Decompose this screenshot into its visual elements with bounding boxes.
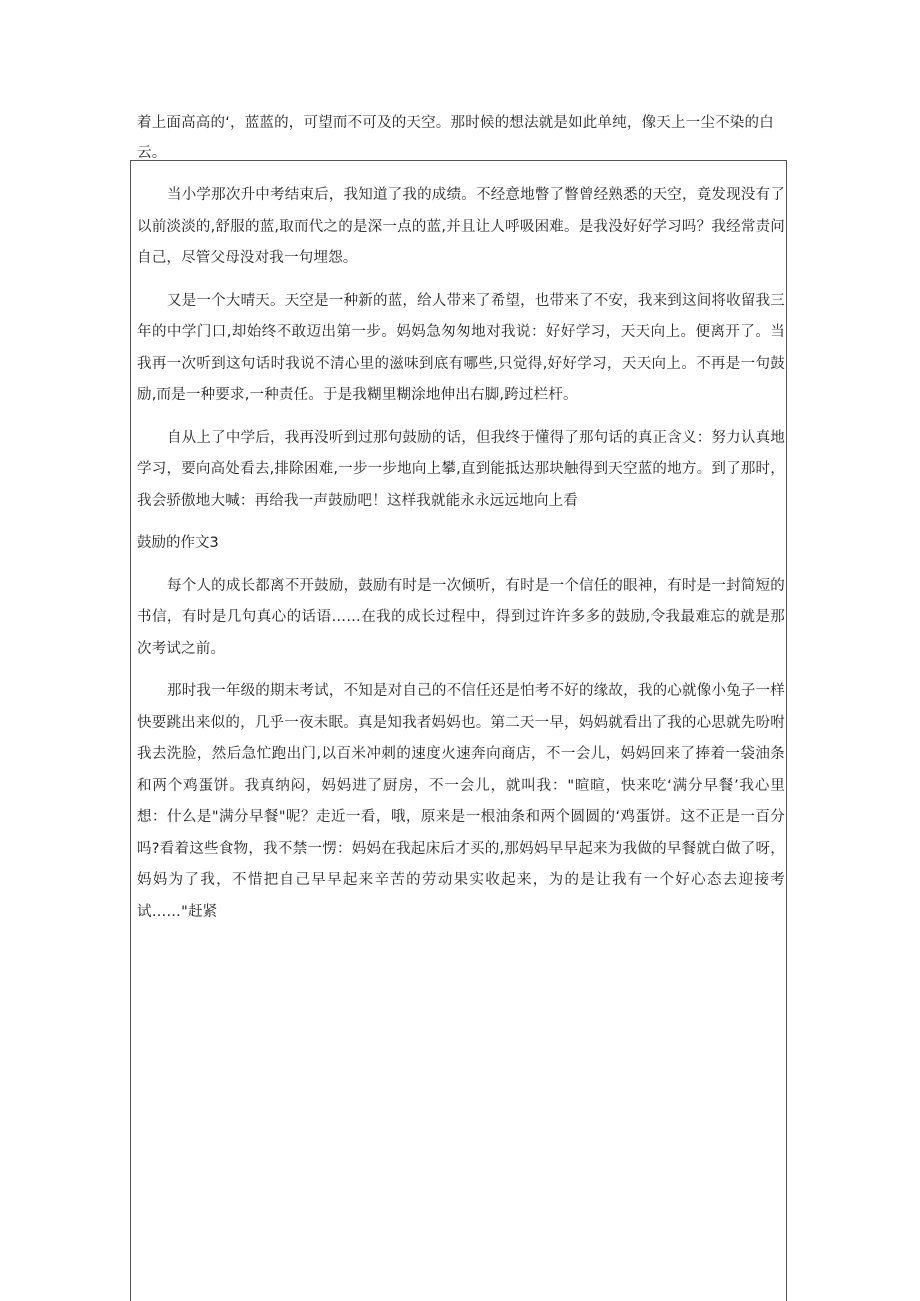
paragraph-3: 自从上了中学后，我再没听到过那句鼓励的话，但我终于懂得了那句话的真正含义：努力认真地学习，要向高处看去,排除困难,一步一步地向上攀,直到能抵达那块触得到天空蓝的地方。到了那时，我会骄傲地大喊：再给我一声鼓励吧！这样我就能永永远远地向上看 — [137, 429, 785, 509]
paragraph-2: 又是一个大晴天。天空是一种新的蓝，给人带来了希望，也带来了不安，我来到这间将收留我三年的中学门口,却始终不敢迈出第一步。妈妈急匆匆地对我说：好好学习，天天向上。便离开了。当我再一次听到这句话时我说不清心里的滋味到底有哪些,只觉得,好好学习，天天向上。不再是一句鼓励,而是一种要求,一种责任。于是我糊里糊涂地伸出右脚,跨过栏杆。 — [137, 292, 785, 403]
section-paragraph-1: 每个人的成长都离不开鼓励，鼓励有时是一次倾听，有时是一个信任的眼神，有时是一封简短的书信，有时是几句真心的话语……在我的成长过程中，得到过许许多多的鼓励,令我最难忘的就是那次考试之前。 — [137, 577, 785, 657]
intro-paragraph: 着上面高高的‘，蓝蓝的，可望而不可及的天空。那时候的想法就是如此单纯，像天上一尘不染的白云。 — [137, 115, 774, 161]
section-heading: 鼓励的作文3 — [137, 535, 219, 551]
paragraph-1: 当小学那次升中考结束后，我知道了我的成绩。不经意地瞥了瞥曾经熟悉的天空，竟发现没有了以前淡淡的,舒服的蓝,取而代之的是深一点的蓝,并且让人呼吸困难。是我没好好学习吗？我经常责问自己，尽管父母没对我一句埋怨。 — [137, 187, 785, 266]
content-body — [137, 180, 785, 939]
section-paragraph-2: 那时我一年级的期末考试，不知是对自己的不信任还是怕考不好的缘故，我的心就像小兔子一样快要跳出来似的，几乎一夜未眠。真是知我者妈妈也。第二天一早，妈妈就看出了我的心思就先吩咐我去洗脸，然后急忙跑出门,以百米冲刺的速度火速奔向商店，不一会儿，妈妈回来了捧着一袋油条和两个鸡蛋饼。我真纳闷，妈妈进了厨房，不一会儿，就叫我："暄暄，快来吃‘满分早餐’我心里想：什么是"满分早餐"呢？走近一看，哦，原来是一根油条和两个圆圆的‘鸡蛋饼。这不正是一百分吗?看着这些食物，我不禁一愣：妈妈在我起床后才买的,那妈妈早早起来为我做的早餐就白做了呀，妈妈为了我，不惜把自己早早起来辛苦的劳动果实收起来，为的是让我有一个好心态去迎接考试……"赶紧 — [137, 683, 785, 920]
